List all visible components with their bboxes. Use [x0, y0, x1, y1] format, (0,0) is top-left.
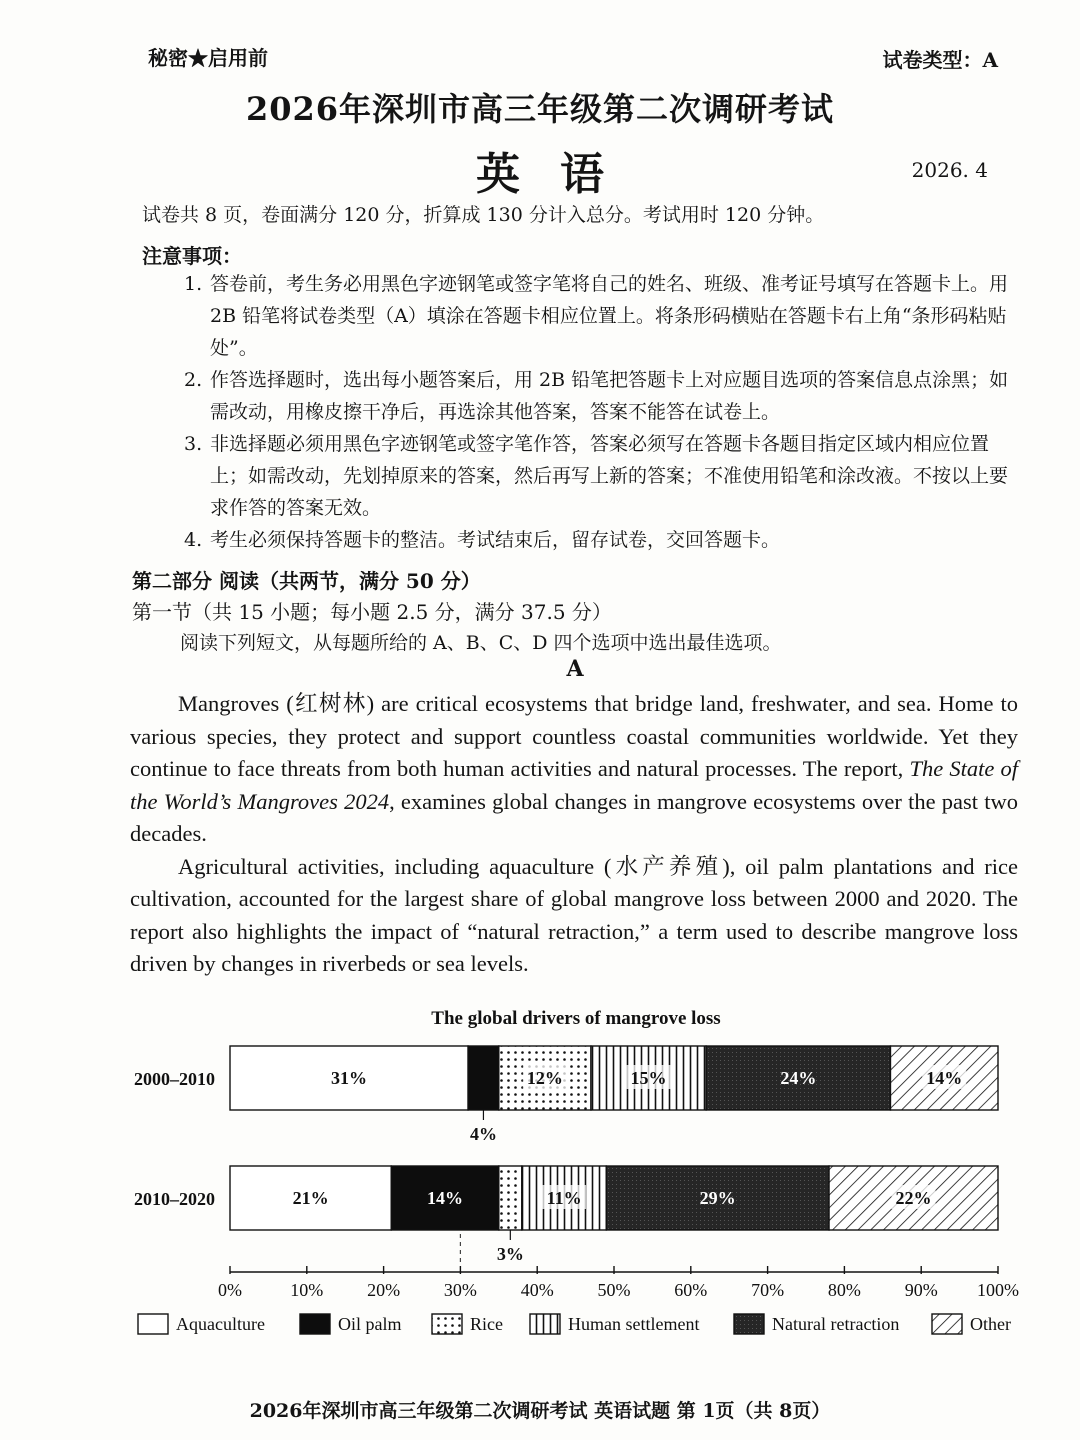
confidential-label: 秘密★启用前: [148, 46, 268, 70]
legend-label: Human settlement: [568, 1314, 700, 1334]
note-item: [184, 364, 1014, 428]
notes-list: [184, 268, 1014, 556]
data-label: 14%: [926, 1068, 963, 1088]
category-label: 2000–2010: [134, 1069, 215, 1089]
exam-date: 2026. 4: [911, 158, 988, 182]
data-label: 11%: [546, 1188, 582, 1208]
note-number: 2.: [184, 369, 203, 391]
x-tick-label: 100%: [977, 1280, 1019, 1300]
x-tick-label: 10%: [290, 1280, 324, 1300]
legend-label: Rice: [470, 1314, 503, 1334]
section-heading: 第一节（共 15 小题；每小题 2.5 分，满分 37.5 分）: [132, 600, 612, 624]
note-text: 非选择题必须用黑色字迹钢笔或签字笔作答，答案必须写在答题卡各题目指定区域内相应位置上；如需改动，先划掉原来的答案，然后再写上新的答案；不准使用铅笔和涂改液。不按以上要求作答的答案无效。: [210, 433, 1009, 519]
passage-text: , examines global changes in mangrove ecosystems over the past two decades.: [130, 788, 1018, 846]
paper-type-label: 试卷类型：A: [882, 48, 998, 72]
x-tick-label: 20%: [367, 1280, 401, 1300]
data-label: 14%: [427, 1188, 464, 1208]
notes-heading: 注意事项：: [142, 244, 242, 268]
passage-label: A: [566, 656, 584, 682]
data-label: 15%: [630, 1068, 667, 1088]
bar-segment: [468, 1046, 499, 1110]
note-item: [184, 428, 1014, 524]
x-tick-label: 40%: [520, 1280, 554, 1300]
legend-label: Oil palm: [338, 1314, 402, 1334]
x-tick-label: 90%: [904, 1280, 938, 1300]
legend-label: Natural retraction: [772, 1314, 900, 1334]
note-number: 1.: [184, 273, 203, 295]
legend-swatch: [432, 1314, 462, 1334]
mangrove-loss-chart: [120, 1000, 1040, 1370]
data-label: 31%: [331, 1068, 368, 1088]
x-tick-label: 60%: [674, 1280, 708, 1300]
note-text: 考生必须保持答题卡的整洁。考试结束后，留存试卷，交回答题卡。: [210, 529, 781, 551]
legend-label: Aquaculture: [176, 1314, 265, 1334]
page-footer: 2026年深圳市高三年级第二次调研考试 英语试题 第 1页（共 8页）: [249, 1400, 831, 1422]
legend-swatch: [138, 1314, 168, 1334]
data-label: 29%: [699, 1188, 736, 1208]
reading-passage: [130, 688, 1018, 981]
data-label: 12%: [526, 1068, 563, 1088]
exam-title: 2026年深圳市高三年级第二次调研考试: [245, 90, 835, 128]
note-text: 答卷前，考生务必用黑色字迹钢笔或签字笔将自己的姓名、班级、准考证号填写在答题卡上。用 2B 铅笔将试卷类型（A）填涂在答题卡相应位置上。将条形码横贴在答题卡右上角“条形码粘贴处”。: [210, 273, 1009, 359]
passage-text: Mangroves (红树林) are critical ecosystems that bridge land, freshwater, and sea. Home to various species, they protect and support countless coastal communities worldwide. Yet they continue to face threats from both human activities and natural processes. The report,: [130, 691, 1018, 781]
data-label: 24%: [780, 1068, 817, 1088]
legend-swatch: [300, 1314, 330, 1334]
report-title: The State of the World’s Mangroves 2024: [130, 756, 1019, 814]
x-tick-label: 0%: [218, 1280, 242, 1300]
legend-swatch: [530, 1314, 560, 1334]
category-label: 2010–2020: [134, 1189, 215, 1209]
data-label: 4%: [469, 1124, 497, 1144]
bar-segment: [499, 1166, 522, 1230]
x-tick-label: 70%: [751, 1280, 785, 1300]
note-item: [184, 268, 1014, 364]
data-label: 22%: [895, 1188, 932, 1208]
part-heading: 第二部分 阅读（共两节，满分 50 分）: [132, 569, 481, 593]
subject-title: 英语: [476, 149, 644, 200]
x-tick-label: 50%: [597, 1280, 631, 1300]
chart-svg: [120, 1000, 1040, 1370]
data-label: 21%: [292, 1188, 329, 1208]
passage-paragraph-1: [130, 688, 1018, 851]
note-item: [184, 524, 1014, 556]
reading-instruction: 阅读下列短文，从每题所给的 A、B、C、D 四个选项中选出最佳选项。: [180, 632, 782, 654]
note-number: 3.: [184, 433, 203, 455]
note-number: 4.: [184, 529, 203, 551]
exam-intro: 试卷共 8 页，卷面满分 120 分，折算成 130 分计入总分。考试用时 120 分钟。: [142, 204, 825, 226]
passage-paragraph-2: Agricultural activities, including aquaculture (水产养殖), oil palm plantations and rice cultivation, accounted for the largest share of global mangrove loss between 2000 and 2020. The report also highlights the impact of “natural retraction,” a term used to describe mangrove loss driven by changes in riverbeds or sea levels.: [130, 853, 1018, 976]
note-text: 作答选择题时，选出每小题答案后，用 2B 铅笔把答题卡上对应题目选项的答案信息点涂黑；如需改动，用橡皮擦干净后，再选涂其他答案，答案不能答在试卷上。: [210, 369, 1009, 423]
data-label: 3%: [496, 1244, 524, 1264]
chart-title: The global drivers of mangrove loss: [431, 1008, 721, 1029]
x-tick-label: 80%: [827, 1280, 861, 1300]
x-tick-label: 30%: [443, 1280, 477, 1300]
legend-label: Other: [970, 1314, 1011, 1334]
legend-swatch: [734, 1314, 764, 1334]
legend-swatch: [932, 1314, 962, 1334]
